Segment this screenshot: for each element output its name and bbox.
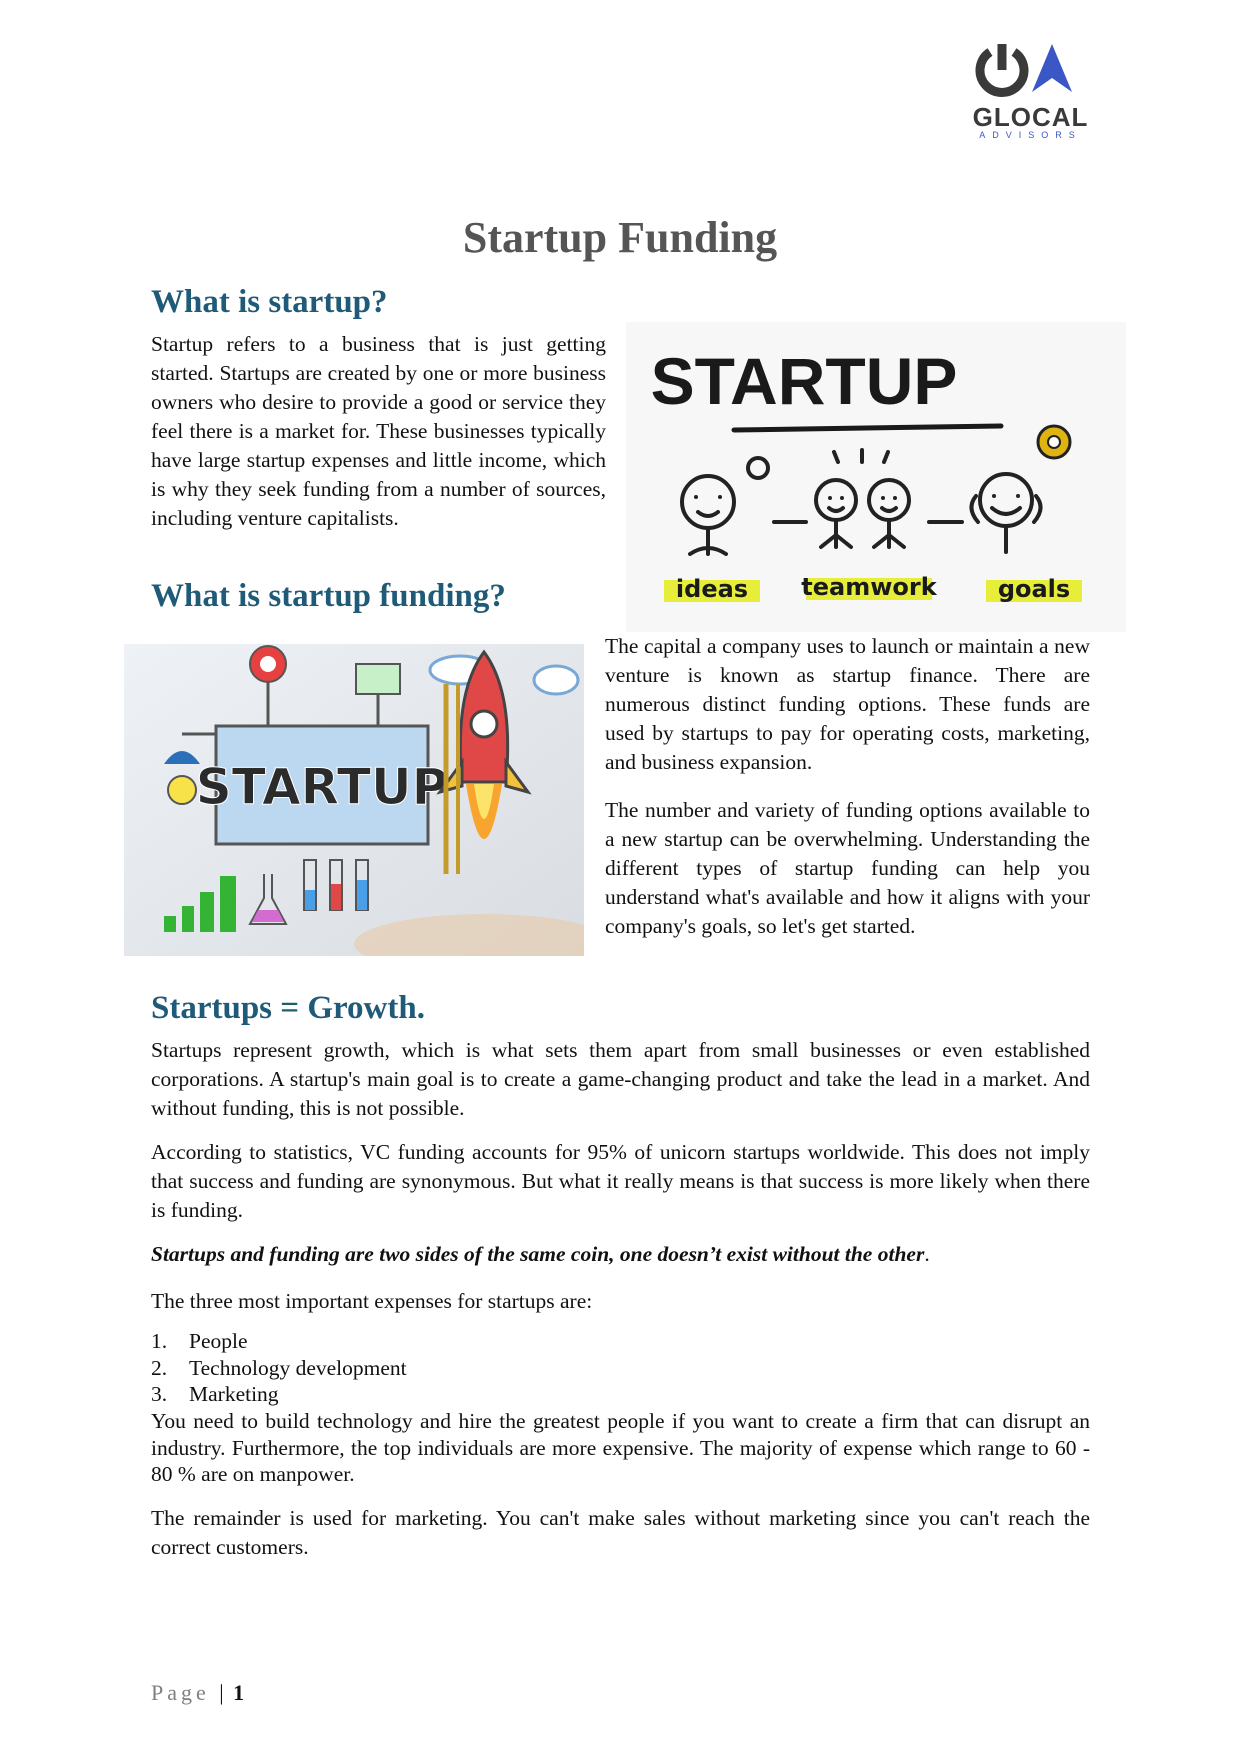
glocal-advisors-logo-icon	[968, 40, 1093, 102]
page-title: Startup Funding	[462, 213, 778, 262]
growth-paragraph-2: According to statistics, VC funding accounts for 95% of unicorn startups worldwide. This does not imply that success and funding are synonymous. But what it really means is that success is more likely when there is funding.	[151, 1140, 1090, 1222]
funding-paragraph-1: The capital a company uses to launch or maintain a new venture is known as startup finance. There are numerous distinct funding options. These funds are used by startups to pay for operating costs, marketing, and business expansion.	[605, 634, 1090, 774]
growth-paragraph-3: You need to build technology and hire the greatest people if you want to create a firm that can disrupt an industry. Furthermore, the top individuals are more expensive. The majority of expense which range to 60 - 80 % are on manpower.	[151, 1409, 1090, 1486]
sketch-label-goals: goals	[997, 575, 1071, 603]
footer-page-number: 1	[233, 1680, 245, 1705]
sketch-label-teamwork: teamwork	[801, 573, 937, 601]
list-item	[151, 1381, 407, 1408]
quote-text: Startups and funding are two sides of the same coin, one doesn’t exist without the other	[151, 1242, 925, 1266]
funding-paragraph-2: The number and variety of funding options available to a new startup can be overwhelming. Understanding the different types of startup funding can help you understand what's available and how it aligns with your company's goals, so let's get started.	[605, 798, 1090, 938]
list-number: 3.	[151, 1382, 168, 1406]
startup-sketch-image	[626, 322, 1126, 632]
list-number: 1.	[151, 1329, 168, 1353]
sketch-title: STARTUP	[650, 344, 958, 418]
rocket-image-sign: STARTUP	[195, 758, 449, 816]
sketch-label-ideas: ideas	[675, 575, 749, 603]
growth-paragraph-4: The remainder is used for marketing. You can't make sales without marketing since you can't reach the correct customers.	[151, 1506, 1090, 1559]
list-intro: The three most important expenses for startups are:	[151, 1289, 593, 1313]
growth-paragraph-1: Startups represent growth, which is what sets them apart from small businesses or even established corporations. A startup's main goal is to create a game-changing product and take the lead in a market. And without funding, this is not possible.	[151, 1038, 1090, 1120]
startup-paragraph: Startup refers to a business that is just getting started. Startups are created by one or more business owners who desire to provide a good or service they feel there is a market for. These businesses typically have large startup expenses and little income, which is why they seek funding from a number of sources, including venture capitalists.	[151, 332, 606, 530]
footer-page-word: Page	[151, 1680, 210, 1705]
footer-separator: |	[219, 1680, 224, 1705]
list-label: People	[189, 1329, 248, 1353]
list-label: Marketing	[189, 1382, 279, 1406]
company-logo	[968, 40, 1093, 140]
heading-what-is-startup-funding: What is startup funding?	[151, 578, 506, 614]
heading-startups-growth: Startups = Growth.	[151, 990, 425, 1026]
award-ribbon-icon	[1038, 426, 1070, 458]
list-number: 2.	[151, 1355, 168, 1380]
logo-subtitle: ADVISORS	[979, 130, 1082, 140]
quote-end: .	[924, 1242, 930, 1266]
heading-what-is-startup: What is startup?	[151, 284, 388, 320]
list-item	[151, 1355, 407, 1382]
list-label: Technology development	[189, 1355, 407, 1380]
growth-quote	[151, 1240, 1090, 1269]
logo-name: GLOCAL	[972, 102, 1089, 132]
expense-list	[151, 1328, 407, 1408]
list-item	[151, 1328, 407, 1355]
startup-rocket-image	[124, 644, 584, 956]
page-footer	[151, 1680, 244, 1706]
